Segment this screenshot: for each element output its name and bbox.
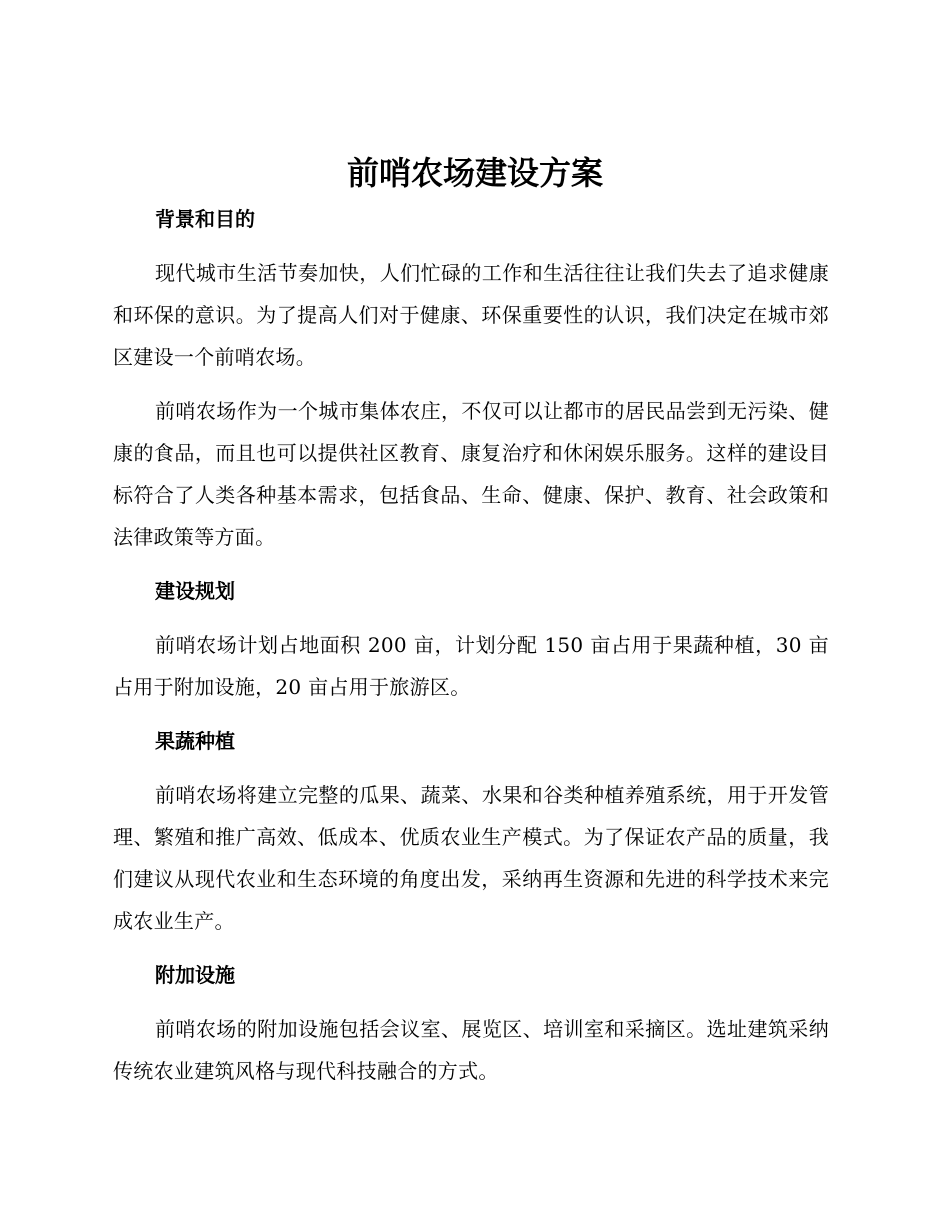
- section-heading: 果蔬种植: [155, 729, 235, 753]
- paragraph: 前哨农场的附加设施包括会议室、展览区、培训室和采摘区。选址建筑采纳传统农业建筑风格与现代科技融合的方式。: [113, 1017, 829, 1083]
- section-facilities: [113, 954, 829, 1092]
- document-body: [113, 198, 829, 1092]
- section-heading: 建设规划: [155, 579, 235, 603]
- section-planning: [113, 570, 829, 720]
- paragraph: 前哨农场作为一个城市集体农庄，不仅可以让都市的居民品尝到无污染、健康的食品，而且也可以提供社区教育、康复治疗和休闲娱乐服务。这样的建设目标符合了人类各种基本需求，包括食品、生命、健康、保护、教育、社会政策和法律政策等方面。: [113, 399, 829, 549]
- document-title: 前哨农场建设方案: [346, 154, 603, 192]
- section-background: [113, 198, 829, 570]
- paragraph: 现代城市生活节奏加快，人们忙碌的工作和生活往往让我们失去了追求健康和环保的意识。为了提高人们对于健康、环保重要性的认识，我们决定在城市郊区建设一个前哨农场。: [113, 261, 829, 369]
- paragraph: 前哨农场计划占地面积 200 亩，计划分配 150 亩占用于果蔬种植，30 亩占用于附加设施，20 亩占用于旅游区。: [113, 633, 829, 699]
- section-planting: [113, 720, 829, 954]
- paragraph: 前哨农场将建立完整的瓜果、蔬菜、水果和谷类种植养殖系统，用于开发管理、繁殖和推广高效、低成本、优质农业生产模式。为了保证农产品的质量，我们建议从现代农业和生态环境的角度出发，采纳再生资源和先进的科学技术来完成农业生产。: [113, 783, 829, 933]
- section-heading: 背景和目的: [155, 207, 255, 231]
- section-heading: 附加设施: [155, 963, 235, 987]
